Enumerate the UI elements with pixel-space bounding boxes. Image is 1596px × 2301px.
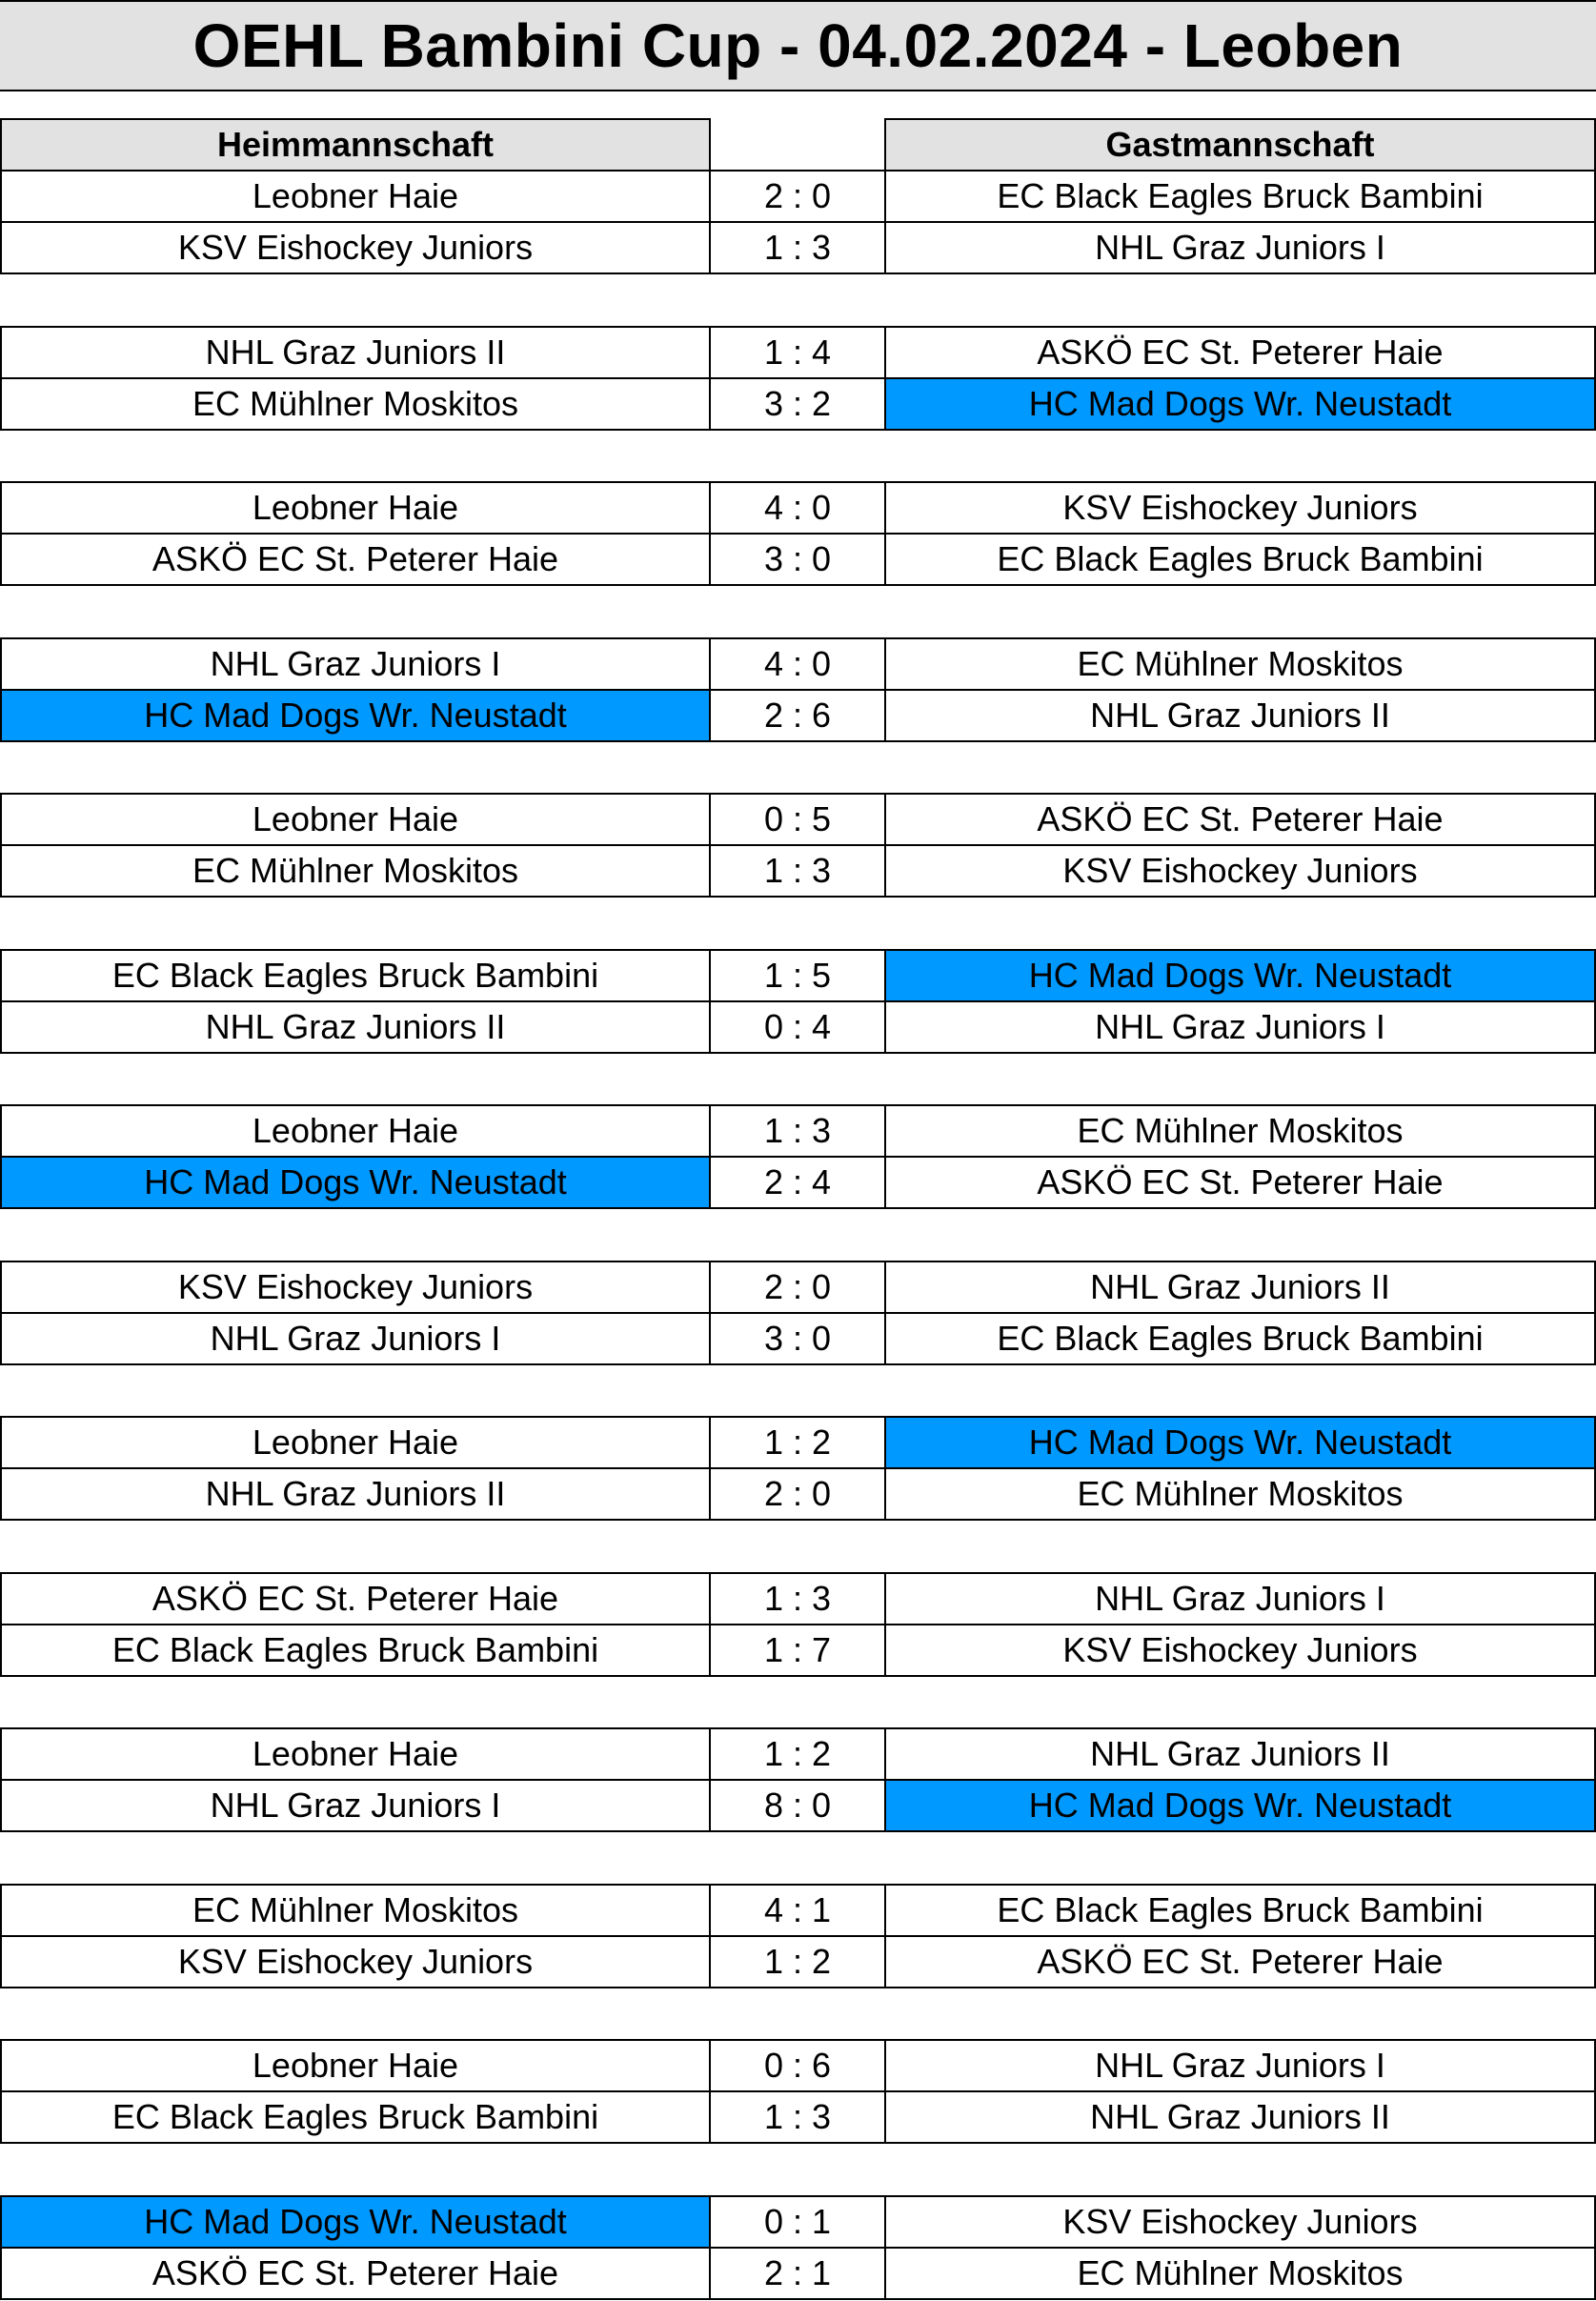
score-cell: 0 : 6 bbox=[709, 2039, 886, 2092]
away-team-cell: NHL Graz Juniors II bbox=[884, 2090, 1596, 2144]
score-cell: 1 : 7 bbox=[709, 1624, 886, 1677]
home-team-cell: NHL Graz Juniors I bbox=[0, 637, 711, 691]
home-team-cell: ASKÖ EC St. Peterer Haie bbox=[0, 533, 711, 586]
score-cell: 4 : 0 bbox=[709, 637, 886, 691]
away-team-cell: KSV Eishockey Juniors bbox=[884, 481, 1596, 535]
header-away: Gastmannschaft bbox=[884, 118, 1596, 172]
score-cell: 2 : 6 bbox=[709, 689, 886, 742]
away-team-cell: NHL Graz Juniors I bbox=[884, 1000, 1596, 1054]
away-team-cell: HC Mad Dogs Wr. Neustadt bbox=[884, 377, 1596, 431]
score-cell: 1 : 3 bbox=[709, 221, 886, 274]
away-team-cell: EC Black Eagles Bruck Bambini bbox=[884, 1312, 1596, 1365]
header-home: Heimmannschaft bbox=[0, 118, 711, 172]
away-team-cell: EC Mühlner Moskitos bbox=[884, 637, 1596, 691]
home-team-cell: KSV Eishockey Juniors bbox=[0, 1935, 711, 1988]
score-cell: 1 : 3 bbox=[709, 1104, 886, 1158]
score-cell: 1 : 4 bbox=[709, 326, 886, 379]
home-team-cell: HC Mad Dogs Wr. Neustadt bbox=[0, 2195, 711, 2249]
score-cell: 3 : 0 bbox=[709, 1312, 886, 1365]
away-team-cell: NHL Graz Juniors I bbox=[884, 2039, 1596, 2092]
home-team-cell: Leobner Haie bbox=[0, 170, 711, 223]
home-team-cell: ASKÖ EC St. Peterer Haie bbox=[0, 2247, 711, 2300]
home-team-cell: NHL Graz Juniors II bbox=[0, 326, 711, 379]
score-cell: 8 : 0 bbox=[709, 1779, 886, 1832]
away-team-cell: EC Black Eagles Bruck Bambini bbox=[884, 170, 1596, 223]
away-team-cell: NHL Graz Juniors I bbox=[884, 1572, 1596, 1625]
page-title: OEHL Bambini Cup - 04.02.2024 - Leoben bbox=[0, 0, 1596, 91]
home-team-cell: EC Black Eagles Bruck Bambini bbox=[0, 949, 711, 1002]
home-team-cell: NHL Graz Juniors II bbox=[0, 1000, 711, 1054]
score-cell: 2 : 1 bbox=[709, 2247, 886, 2300]
home-team-cell: EC Mühlner Moskitos bbox=[0, 844, 711, 898]
away-team-cell: EC Mühlner Moskitos bbox=[884, 1467, 1596, 1521]
score-cell: 0 : 1 bbox=[709, 2195, 886, 2249]
away-team-cell: ASKÖ EC St. Peterer Haie bbox=[884, 326, 1596, 379]
home-team-cell: ASKÖ EC St. Peterer Haie bbox=[0, 1572, 711, 1625]
away-team-cell: ASKÖ EC St. Peterer Haie bbox=[884, 1935, 1596, 1988]
score-cell: 3 : 2 bbox=[709, 377, 886, 431]
home-team-cell: EC Mühlner Moskitos bbox=[0, 1884, 711, 1937]
home-team-cell: Leobner Haie bbox=[0, 1416, 711, 1469]
score-cell: 1 : 5 bbox=[709, 949, 886, 1002]
away-team-cell: KSV Eishockey Juniors bbox=[884, 844, 1596, 898]
away-team-cell: NHL Graz Juniors I bbox=[884, 221, 1596, 274]
score-cell: 4 : 0 bbox=[709, 481, 886, 535]
score-cell: 1 : 2 bbox=[709, 1727, 886, 1781]
home-team-cell: KSV Eishockey Juniors bbox=[0, 1261, 711, 1314]
home-team-cell: HC Mad Dogs Wr. Neustadt bbox=[0, 689, 711, 742]
home-team-cell: NHL Graz Juniors I bbox=[0, 1312, 711, 1365]
score-cell: 0 : 5 bbox=[709, 793, 886, 846]
score-cell: 0 : 4 bbox=[709, 1000, 886, 1054]
away-team-cell: ASKÖ EC St. Peterer Haie bbox=[884, 793, 1596, 846]
score-cell: 2 : 4 bbox=[709, 1156, 886, 1209]
score-cell: 3 : 0 bbox=[709, 533, 886, 586]
score-cell: 1 : 3 bbox=[709, 2090, 886, 2144]
away-team-cell: KSV Eishockey Juniors bbox=[884, 2195, 1596, 2249]
away-team-cell: EC Mühlner Moskitos bbox=[884, 2247, 1596, 2300]
score-cell: 2 : 0 bbox=[709, 1261, 886, 1314]
home-team-cell: Leobner Haie bbox=[0, 1727, 711, 1781]
home-team-cell: NHL Graz Juniors II bbox=[0, 1467, 711, 1521]
score-cell: 1 : 2 bbox=[709, 1416, 886, 1469]
away-team-cell: HC Mad Dogs Wr. Neustadt bbox=[884, 1779, 1596, 1832]
home-team-cell: Leobner Haie bbox=[0, 481, 711, 535]
away-team-cell: HC Mad Dogs Wr. Neustadt bbox=[884, 949, 1596, 1002]
home-team-cell: Leobner Haie bbox=[0, 2039, 711, 2092]
home-team-cell: EC Mühlner Moskitos bbox=[0, 377, 711, 431]
score-cell: 1 : 3 bbox=[709, 844, 886, 898]
home-team-cell: HC Mad Dogs Wr. Neustadt bbox=[0, 1156, 711, 1209]
home-team-cell: KSV Eishockey Juniors bbox=[0, 221, 711, 274]
score-cell: 4 : 1 bbox=[709, 1884, 886, 1937]
home-team-cell: Leobner Haie bbox=[0, 793, 711, 846]
away-team-cell: EC Black Eagles Bruck Bambini bbox=[884, 533, 1596, 586]
score-cell: 2 : 0 bbox=[709, 170, 886, 223]
away-team-cell: HC Mad Dogs Wr. Neustadt bbox=[884, 1416, 1596, 1469]
score-cell: 1 : 3 bbox=[709, 1572, 886, 1625]
score-cell: 1 : 2 bbox=[709, 1935, 886, 1988]
home-team-cell: EC Black Eagles Bruck Bambini bbox=[0, 2090, 711, 2144]
away-team-cell: NHL Graz Juniors II bbox=[884, 689, 1596, 742]
away-team-cell: NHL Graz Juniors II bbox=[884, 1727, 1596, 1781]
away-team-cell: EC Black Eagles Bruck Bambini bbox=[884, 1884, 1596, 1937]
home-team-cell: NHL Graz Juniors I bbox=[0, 1779, 711, 1832]
score-cell: 2 : 0 bbox=[709, 1467, 886, 1521]
away-team-cell: KSV Eishockey Juniors bbox=[884, 1624, 1596, 1677]
home-team-cell: EC Black Eagles Bruck Bambini bbox=[0, 1624, 711, 1677]
home-team-cell: Leobner Haie bbox=[0, 1104, 711, 1158]
away-team-cell: EC Mühlner Moskitos bbox=[884, 1104, 1596, 1158]
away-team-cell: NHL Graz Juniors II bbox=[884, 1261, 1596, 1314]
away-team-cell: ASKÖ EC St. Peterer Haie bbox=[884, 1156, 1596, 1209]
